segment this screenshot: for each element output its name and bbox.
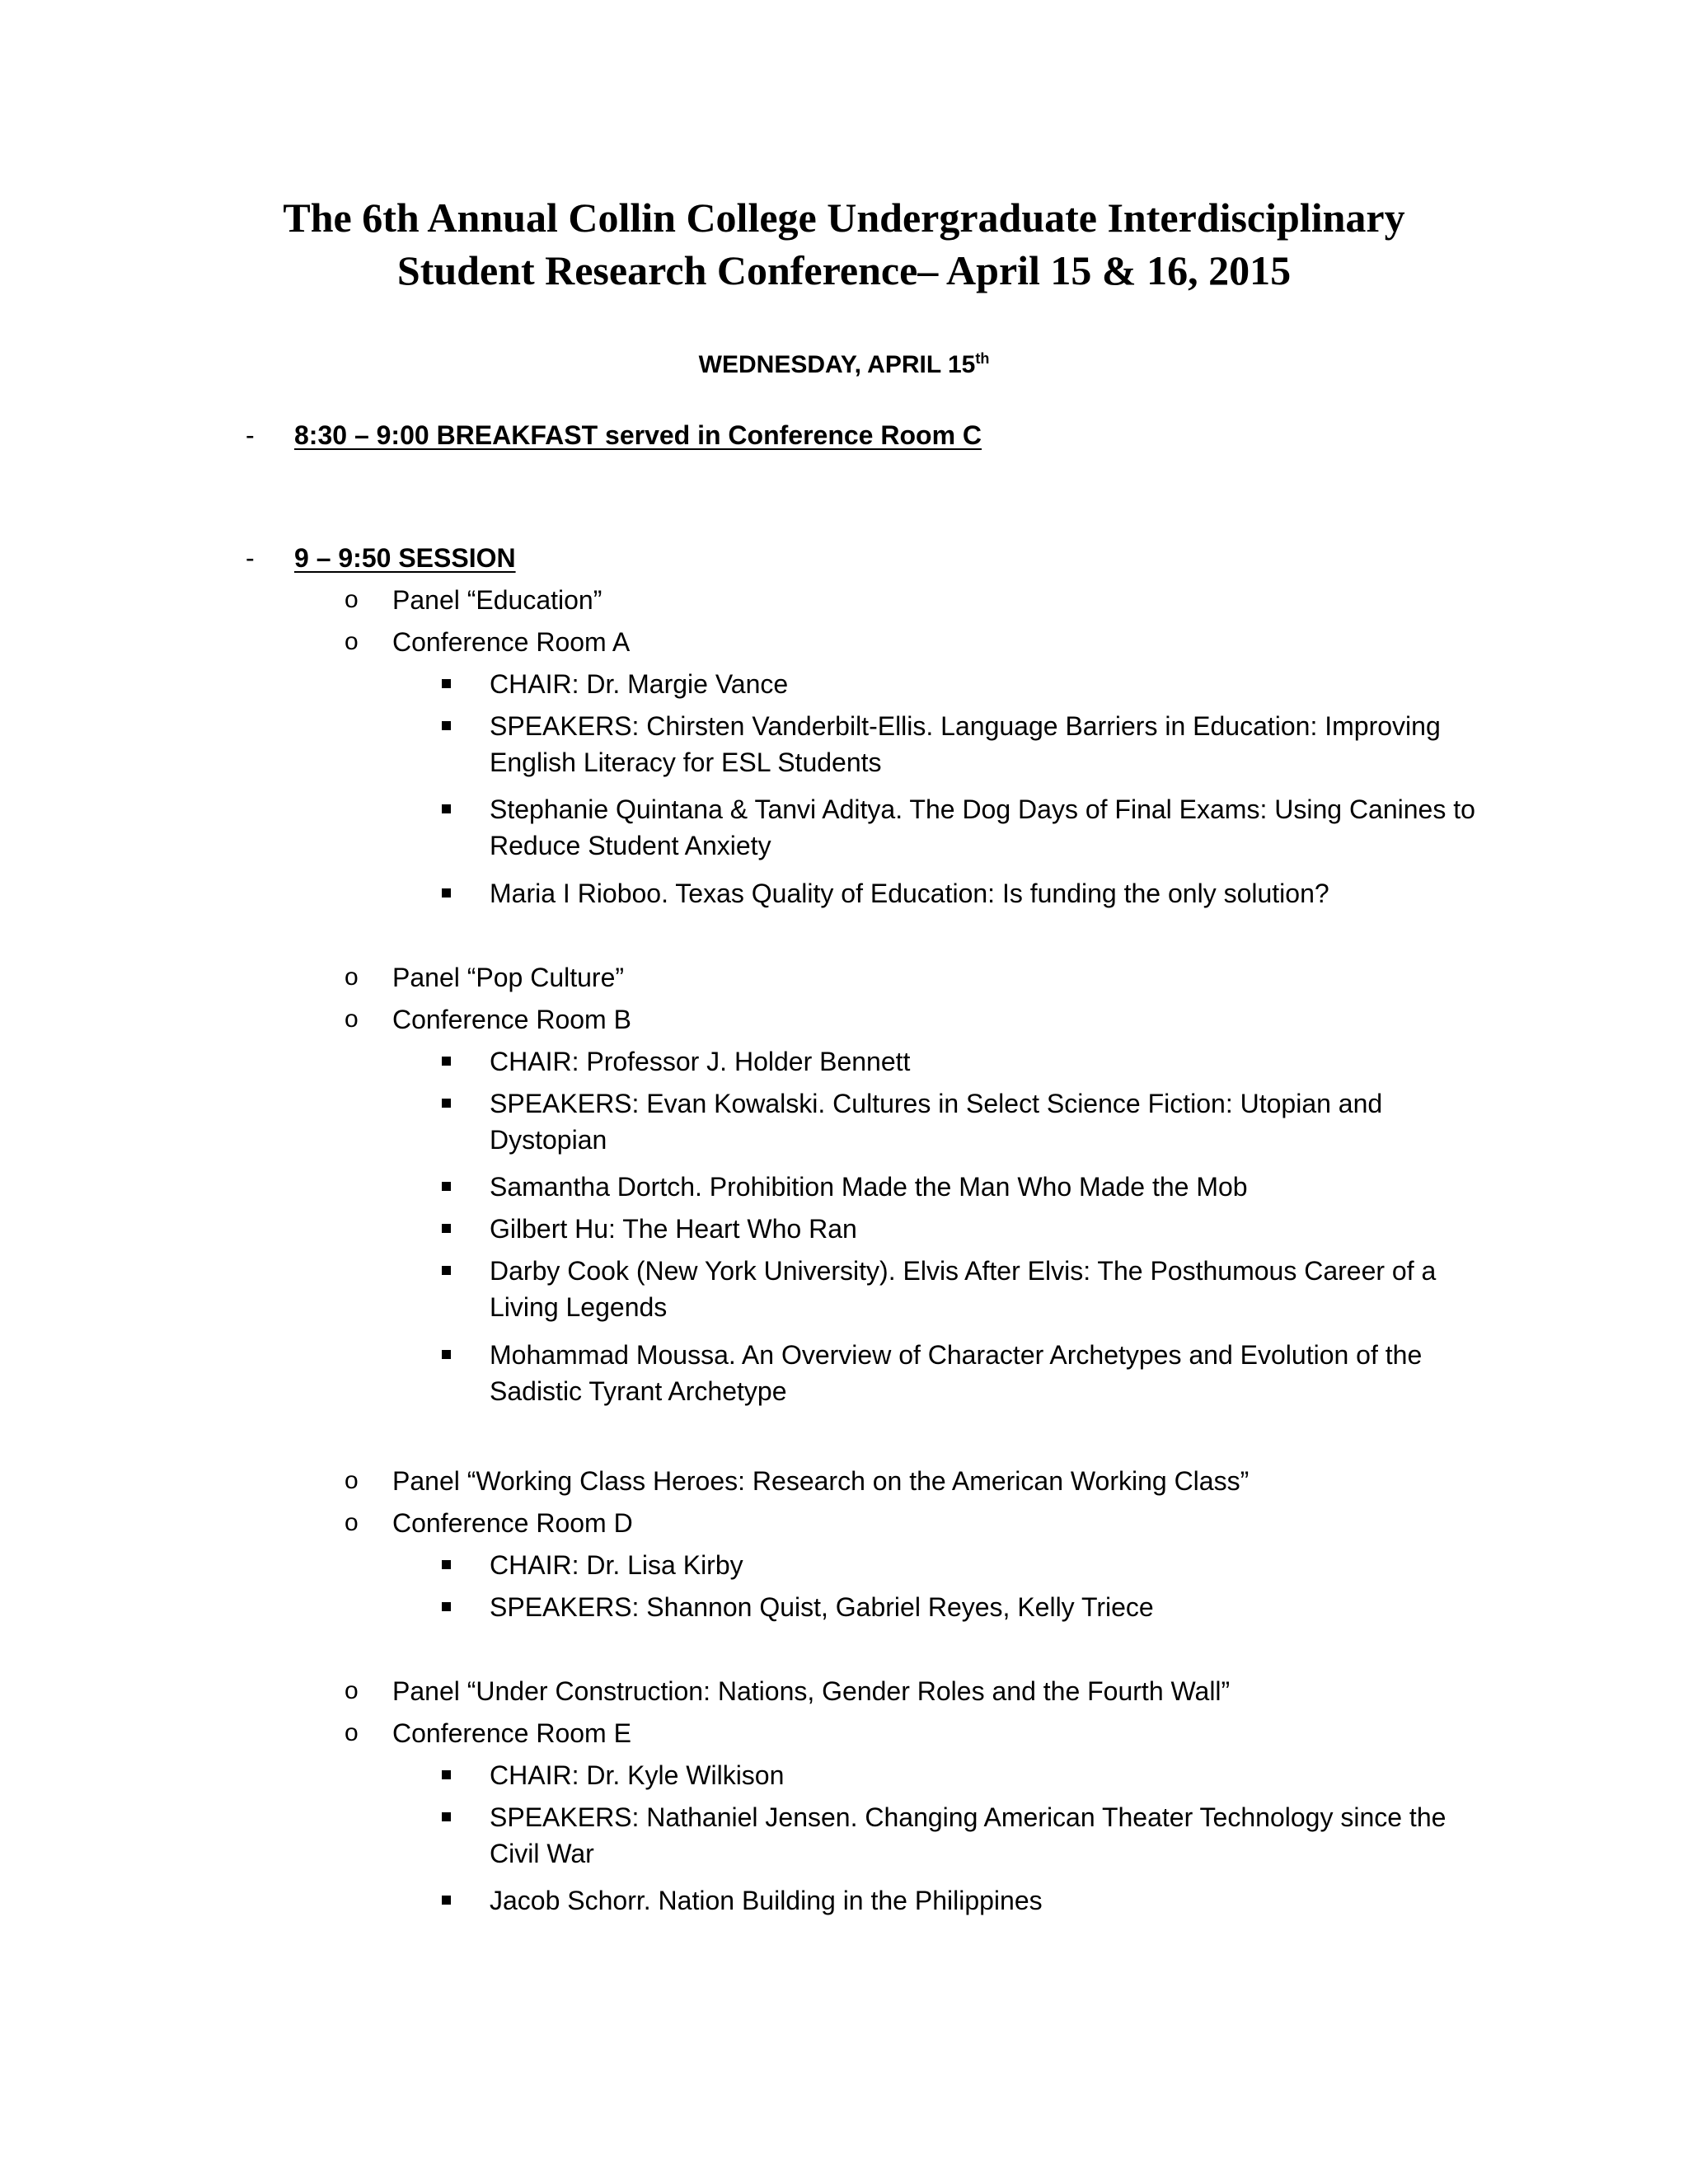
panel-chair: CHAIR: Professor J. Holder Bennett — [490, 1047, 911, 1076]
breakfast-heading: 8:30 – 9:00 BREAKFAST served in Conference Room C — [294, 420, 982, 450]
speaker-item: SPEAKERS: Nathaniel Jensen. Changing American Theater Technology since the Civil War — [490, 1802, 1447, 1868]
square-bullet — [442, 804, 451, 813]
square-bullet — [442, 1350, 451, 1359]
speaker-item: Jacob Schorr. Nation Building in the Philippines — [490, 1886, 1043, 1915]
circle-bullet: o — [345, 628, 359, 655]
session-heading: 9 – 9:50 SESSION — [294, 543, 516, 573]
day-label: WEDNESDAY, APRIL 15 — [698, 351, 976, 378]
panel-room: Conference Room D — [392, 1508, 633, 1538]
title-line-1: The 6th Annual Collin College Undergraduate Interdisciplinary — [283, 194, 1405, 241]
circle-bullet: o — [345, 1677, 359, 1704]
speaker-item: SPEAKERS: Evan Kowalski. Cultures in Select Science Fiction: Utopian and Dystopian — [490, 1089, 1383, 1155]
square-bullet — [442, 1224, 451, 1233]
square-bullet — [442, 1266, 451, 1275]
dash-bullet: - — [246, 420, 255, 450]
speaker-item: Stephanie Quintana & Tanvi Aditya. The Dog Days of Final Exams: Using Canines to Reduce Student Anxiety — [490, 794, 1475, 860]
circle-bullet: o — [345, 1005, 359, 1033]
circle-bullet: o — [345, 1509, 359, 1536]
speaker-item: Darby Cook (New York University). Elvis After Elvis: The Posthumous Career of a Living Legends — [490, 1256, 1437, 1322]
square-bullet — [442, 1182, 451, 1191]
panel-room: Conference Room B — [392, 1005, 631, 1034]
panel-title: Panel “Pop Culture” — [392, 963, 625, 992]
square-bullet — [442, 1602, 451, 1611]
square-bullet — [442, 1896, 451, 1905]
speaker-item: SPEAKERS: Chirsten Vanderbilt-Ellis. Language Barriers in Education: Improving English Literacy for ESL Students — [490, 711, 1441, 777]
panel-title: Panel “Under Construction: Nations, Gender Roles and the Fourth Wall” — [392, 1676, 1231, 1706]
panel-chair: CHAIR: Dr. Margie Vance — [490, 669, 789, 699]
square-bullet — [442, 1099, 451, 1108]
panel-chair: CHAIR: Dr. Kyle Wilkison — [490, 1760, 785, 1790]
speaker-item: SPEAKERS: Shannon Quist, Gabriel Reyes, Kelly Triece — [490, 1592, 1154, 1622]
document-title — [0, 191, 1688, 297]
square-bullet — [442, 721, 451, 730]
circle-bullet: o — [345, 963, 359, 991]
circle-bullet: o — [345, 1467, 359, 1494]
square-bullet — [442, 1770, 451, 1779]
speaker-item: Mohammad Moussa. An Overview of Character Archetypes and Evolution of the Sadistic Tyrant Archetype — [490, 1340, 1423, 1406]
circle-bullet: o — [345, 1719, 359, 1746]
panel-title: Panel “Education” — [392, 585, 603, 615]
square-bullet — [442, 679, 451, 688]
day-suffix: th — [975, 350, 990, 367]
square-bullet — [442, 888, 451, 898]
panel-room: Conference Room E — [392, 1718, 631, 1748]
panel-chair: CHAIR: Dr. Lisa Kirby — [490, 1550, 743, 1580]
day-heading — [0, 349, 1688, 382]
speaker-item: Maria I Rioboo. Texas Quality of Education: Is funding the only solution? — [490, 879, 1329, 908]
circle-bullet: o — [345, 586, 359, 613]
speaker-item: Gilbert Hu: The Heart Who Ran — [490, 1214, 857, 1244]
dash-bullet: - — [246, 543, 255, 573]
square-bullet — [442, 1812, 451, 1821]
speaker-item: Samantha Dortch. Prohibition Made the Man Who Made the Mob — [490, 1172, 1248, 1202]
square-bullet — [442, 1057, 451, 1066]
panel-room: Conference Room A — [392, 627, 631, 657]
panel-title: Panel “Working Class Heroes: Research on the American Working Class” — [392, 1466, 1250, 1496]
square-bullet — [442, 1560, 451, 1569]
title-line-2: Student Research Conference– April 15 & 16, 2015 — [396, 247, 1292, 293]
